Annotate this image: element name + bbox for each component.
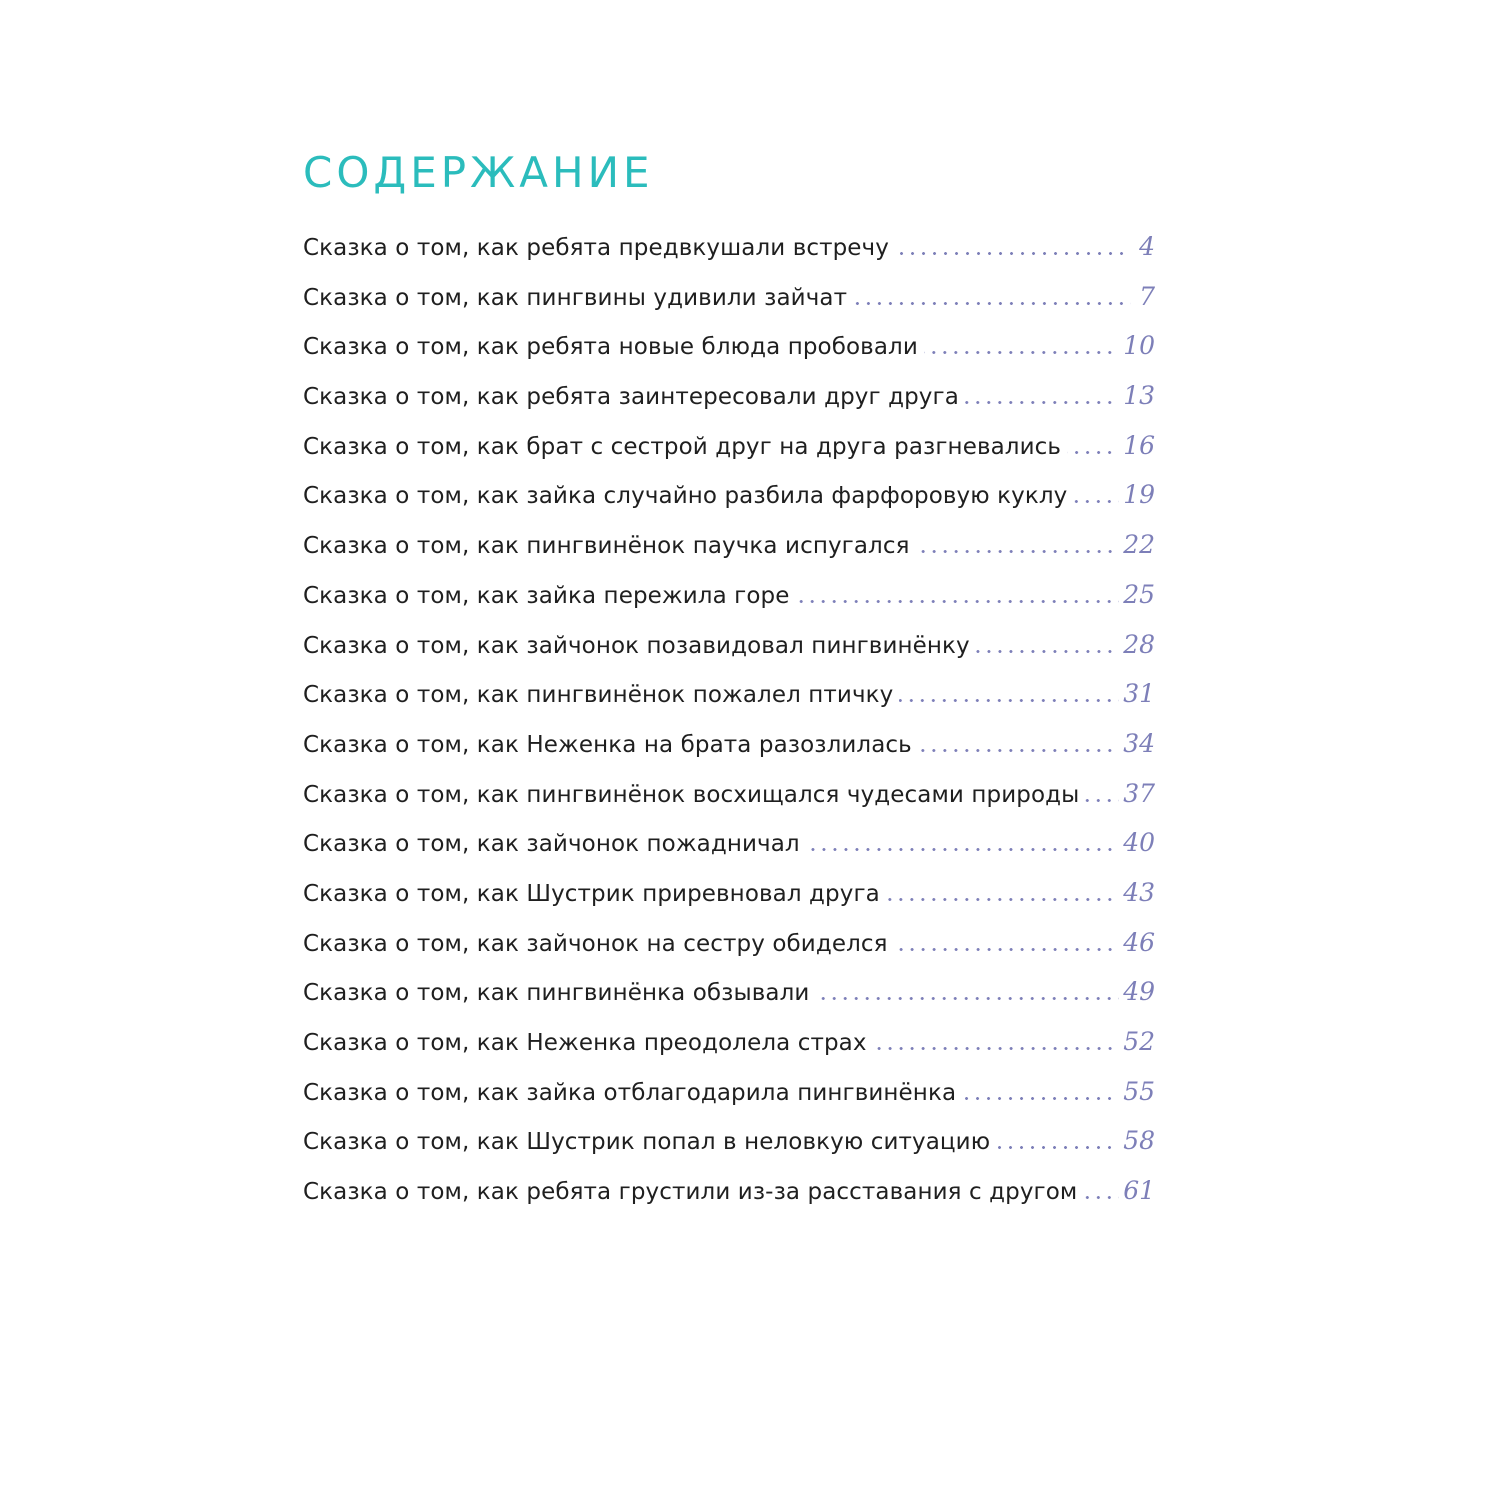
- toc-entry-title: Сказка о том, как зайчонок на сестру обиделся: [303, 930, 888, 957]
- dot-leader: [886, 898, 1119, 901]
- toc-entry-title: Сказка о том, как пингвинёнка обзывали: [303, 980, 810, 1007]
- toc-entry-title: Сказка о том, как Шустрик попал в неловкую ситуацию: [303, 1129, 991, 1156]
- toc-entry: [303, 480, 1155, 530]
- toc-entry: [303, 1077, 1155, 1127]
- toc-entry-page-number: 61: [1123, 1176, 1155, 1206]
- dot-leader: [962, 1097, 1119, 1100]
- toc-list: [303, 232, 1155, 1226]
- toc-entry-title: Сказка о том, как пингвинёнок пожалел птичку: [303, 682, 894, 709]
- toc-entry-page-number: 31: [1123, 679, 1155, 709]
- dot-leader: [918, 749, 1119, 752]
- toc-entry: [303, 232, 1155, 282]
- toc-entry-page-number: 43: [1123, 877, 1155, 907]
- toc-entry: [303, 331, 1155, 381]
- toc-entry-page-number: 37: [1123, 778, 1155, 808]
- dot-leader: [853, 302, 1131, 305]
- toc-entry: [303, 729, 1155, 779]
- toc-entry-page-number: 22: [1123, 530, 1155, 560]
- dot-leader: [899, 699, 1119, 702]
- toc-entry-title: Сказка о том, как пингвинёнок восхищался чудесами природы: [303, 781, 1080, 808]
- dot-leader: [996, 1146, 1119, 1149]
- toc-entry-page-number: 40: [1123, 828, 1155, 858]
- toc-entry-page-number: 52: [1123, 1027, 1155, 1056]
- toc-entry-title: Сказка о том, как зайка пережила горе: [303, 582, 790, 609]
- toc-heading: СОДЕРЖАНИЕ: [303, 148, 654, 197]
- toc-entry: [303, 828, 1155, 878]
- dot-leader: [894, 948, 1120, 951]
- toc-entry-title: Сказка о том, как ребята предвкушали встречу: [303, 235, 889, 261]
- dot-leader: [924, 351, 1119, 354]
- dot-leader: [1073, 500, 1119, 503]
- dot-leader: [1083, 1196, 1119, 1199]
- toc-entry-title: Сказка о том, как пингвинёнок паучка испугался: [303, 533, 910, 560]
- dot-leader: [976, 650, 1119, 653]
- toc-entry-page-number: 19: [1123, 480, 1155, 510]
- dot-leader: [965, 401, 1119, 404]
- toc-entry: [303, 530, 1155, 580]
- dot-leader: [815, 997, 1119, 1000]
- toc-entry: [303, 630, 1155, 680]
- toc-entry-page-number: 4: [1139, 232, 1155, 261]
- toc-entry-page-number: 58: [1123, 1126, 1155, 1156]
- dot-leader: [916, 550, 1120, 553]
- toc-entry-title: Сказка о том, как зайка случайно разбила фарфоровую куклу: [303, 483, 1068, 510]
- toc-entry: [303, 381, 1155, 431]
- toc-entry-title: Сказка о том, как зайчонок пожадничал: [303, 831, 800, 858]
- toc-entry: [303, 1176, 1155, 1226]
- toc-entry: [303, 679, 1155, 729]
- toc-entry: [303, 878, 1155, 928]
- toc-entry-title: Сказка о том, как ребята новые блюда пробовали: [303, 334, 918, 361]
- toc-entry-page-number: 13: [1123, 381, 1155, 411]
- toc-entry-page-number: 16: [1123, 430, 1155, 460]
- toc-entry-page-number: 34: [1123, 728, 1155, 758]
- toc-entry-title: Сказка о том, как зайка отблагодарила пингвинёнка: [303, 1079, 957, 1106]
- dot-leader: [873, 1047, 1120, 1050]
- toc-entry-page-number: 49: [1123, 977, 1155, 1007]
- toc-entry: [303, 1126, 1155, 1176]
- toc-entry: [303, 779, 1155, 829]
- toc-entry: [303, 282, 1155, 332]
- toc-entry-page-number: 55: [1123, 1076, 1155, 1106]
- toc-entry-page-number: 28: [1123, 629, 1155, 659]
- toc-entry-page-number: 7: [1139, 281, 1155, 311]
- dot-leader: [806, 848, 1119, 851]
- toc-entry-title: Сказка о том, как брат с сестрой друг на друга разгневались: [303, 433, 1062, 460]
- dot-leader: [895, 252, 1131, 255]
- toc-entry-page-number: 46: [1123, 927, 1155, 957]
- toc-entry: [303, 580, 1155, 630]
- toc-entry-title: Сказка о том, как ребята заинтересовали друг друга: [303, 384, 959, 411]
- toc-entry-page-number: 10: [1123, 331, 1155, 361]
- toc-entry: [303, 431, 1155, 481]
- toc-entry: [303, 977, 1155, 1027]
- toc-entry-title: Сказка о том, как ребята грустили из-за расставания с другом: [303, 1179, 1078, 1206]
- toc-entry-title: Сказка о том, как пингвины удивили зайчат: [303, 284, 848, 311]
- dot-leader: [1067, 451, 1119, 454]
- toc-entry-title: Сказка о том, как зайчонок позавидовал пингвинёнку: [303, 632, 970, 659]
- dot-leader: [795, 600, 1119, 603]
- toc-entry-title: Сказка о том, как Шустрик приревновал друга: [303, 880, 880, 907]
- toc-entry: [303, 1027, 1155, 1077]
- toc-entry-title: Сказка о том, как Неженка преодолела страх: [303, 1030, 867, 1056]
- dot-leader: [1085, 799, 1119, 802]
- toc-entry-title: Сказка о том, как Неженка на брата разозлилась: [303, 731, 912, 758]
- toc-entry-page-number: 25: [1123, 579, 1155, 609]
- toc-entry: [303, 928, 1155, 978]
